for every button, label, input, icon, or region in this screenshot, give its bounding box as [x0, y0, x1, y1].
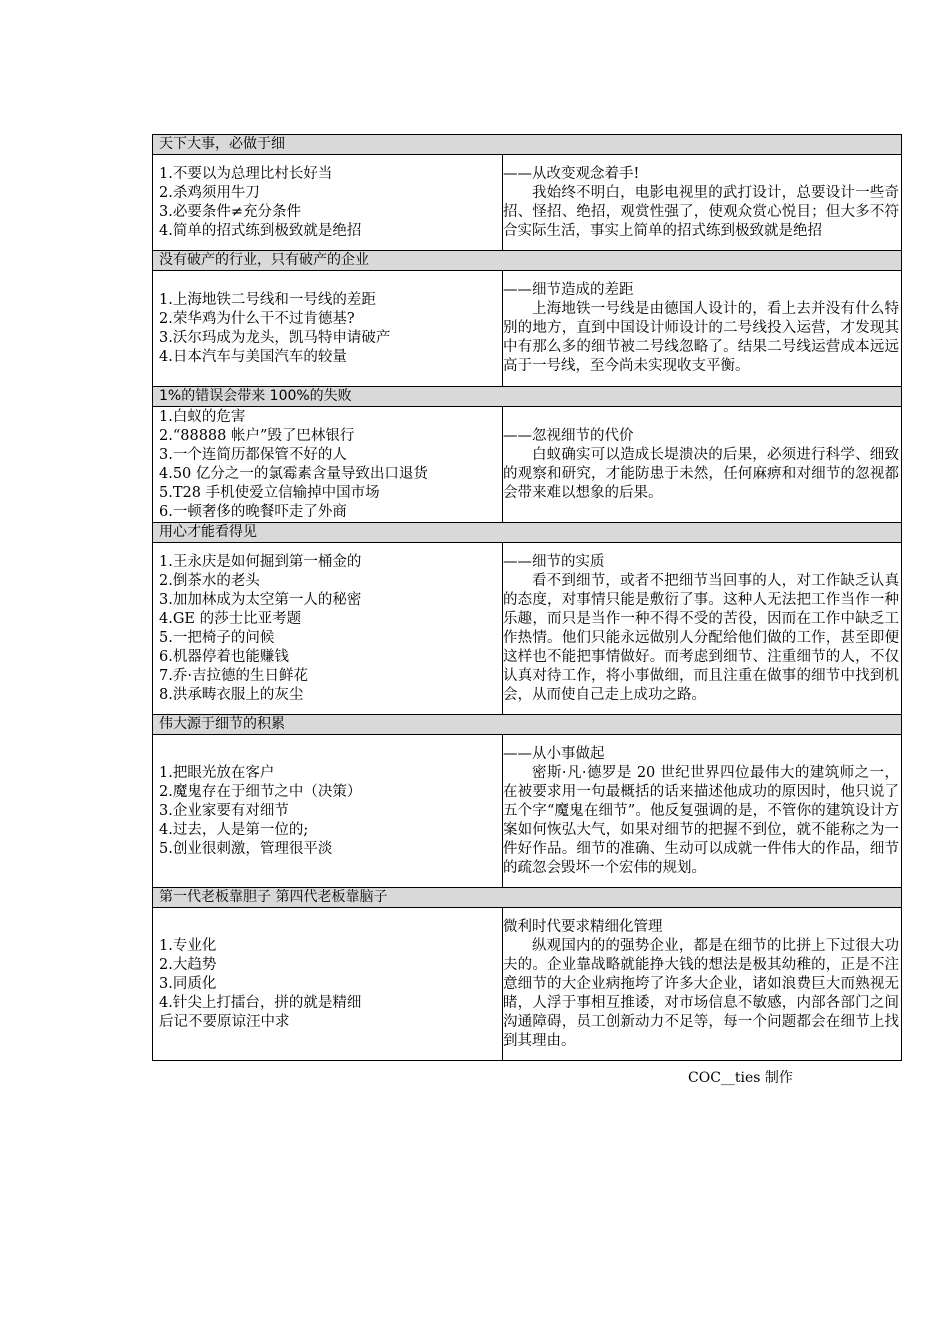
description-heading: ——从小事做起	[503, 745, 605, 762]
section-row	[153, 407, 902, 523]
description-text: 看不到细节，或者不把细节当回事的人，对工作缺乏认真的态度，对事情只能是敷衍了事。这种人无法把工作当作一种乐趣，而只是当作一种不得不受的苦役，因而在工作中缺乏工作热情。他们只能永远做别人分配给他们做的工作，甚至即便这样也不能把事情做好。而考虑到细节、注重细节的人，不仅认真对待工作，将小事做细，而且注重在做事的细节中找到机会，从而使自己走上成功之路。	[503, 572, 899, 703]
section-title: 1%的错误会带来 100%的失败	[153, 387, 902, 407]
list-item: 4.简单的招式练到极致就是绝招	[159, 222, 362, 239]
section-header	[153, 135, 902, 155]
list-item: 1.把眼光放在客户	[159, 764, 275, 781]
section-row	[153, 735, 902, 888]
section-title: 用心才能看得见	[153, 523, 902, 543]
section-header	[153, 387, 902, 407]
description-text: 白蚁确实可以造成长堤溃决的后果，必须进行科学、细致的观察和研究，才能防患于未然，任何麻痹和对细节的忽视都会带来难以想象的后果。	[503, 446, 899, 501]
section-row	[153, 543, 902, 715]
content-table	[152, 134, 902, 1061]
description-text: 密斯·凡·德罗是 20 世纪世界四位最伟大的建筑师之一，在被要求用一句最概括的话来描述他成功的原因时，他只说了五个字“魔鬼在细节”。他反复强调的是，不管你的建筑设计方案如何恢弘大气，如果对细节的把握不到位，就不能称之为一件好作品。细节的准确、生动可以成就一件伟大的作品，细节的疏忽会毁坏一个宏伟的规划。	[503, 764, 899, 876]
item-list	[153, 908, 503, 1061]
list-item: 1.不要以为总理比村长好当	[159, 165, 333, 182]
description	[503, 407, 902, 523]
list-item: 2.大趋势	[159, 956, 217, 973]
list-item: 5.创业很刺激，管理很平淡	[159, 840, 333, 857]
section-row	[153, 908, 902, 1061]
list-item: 3.沃尔玛成为龙头，凯马特申请破产	[159, 329, 391, 346]
section-row	[153, 271, 902, 387]
list-item: 8.洪承畴衣服上的灰尘	[159, 686, 304, 703]
list-item: 2.荣华鸡为什么干不过肯德基?	[159, 310, 355, 327]
description	[503, 908, 902, 1061]
item-list	[153, 543, 503, 715]
list-item: 7.乔·吉拉德的生日鲜花	[159, 667, 308, 684]
list-item: 2.魔鬼存在于细节之中（决策）	[159, 783, 362, 800]
list-item: 5.T28 手机使爱立信输掉中国市场	[159, 484, 380, 501]
list-item: 4.过去，人是第一位的;	[159, 821, 309, 838]
list-item: 2.倒茶水的老头	[159, 572, 260, 589]
footer-credit: COC__ties 制作	[688, 1070, 793, 1086]
list-item: 1.白蚁的危害	[159, 408, 246, 425]
description-heading: ——忽视细节的代价	[503, 427, 634, 444]
section-title: 第一代老板靠胆子 第四代老板靠脑子	[153, 888, 902, 908]
section-row	[153, 155, 902, 251]
list-item: 4.针尖上打擂台，拼的就是精细	[159, 994, 362, 1011]
section-title: 伟大源于细节的积累	[153, 715, 902, 735]
list-item: 2.杀鸡须用牛刀	[159, 184, 260, 201]
list-item: 4.GE 的莎士比亚考题	[159, 610, 302, 627]
section-header	[153, 888, 902, 908]
list-item: 4.50 亿分之一的氯霉素含量导致出口退货	[159, 465, 428, 482]
item-list	[153, 407, 503, 523]
list-item: 3.加加林成为太空第一人的秘密	[159, 591, 362, 608]
description-text: 纵观国内的的强势企业，都是在细节的比拼上下过很大功夫的。企业靠战略就能挣大钱的想法是极其幼稚的，正是不注意细节的大企业病拖垮了许多大企业，诸如浪费巨大而熟视无睹，人浮于事相互推诿，对市场信息不敏感，内部各部门之间沟通障碍，员工创新动力不足等，每一个问题都会在细节上找到其理由。	[503, 937, 899, 1049]
list-item: 4.日本汽车与美国汽车的较量	[159, 348, 347, 365]
description-heading: 微利时代要求精细化管理	[503, 918, 663, 935]
list-item: 1.上海地铁二号线和一号线的差距	[159, 291, 376, 308]
section-header	[153, 251, 902, 271]
description-heading: ——从改变观念着手!	[503, 165, 640, 182]
section-header	[153, 523, 902, 543]
list-item: 3.必要条件≠充分条件	[159, 203, 301, 220]
section-header	[153, 715, 902, 735]
list-item: 1.王永庆是如何掘到第一桶金的	[159, 553, 362, 570]
list-item: 3.企业家要有对细节	[159, 802, 289, 819]
description-text: 我始终不明白，电影电视里的武打设计，总要设计一些奇招、怪招、绝招，观赏性强了，使观众赏心悦目；但大多不符合实际生活，事实上简单的招式练到极致就是绝招	[503, 184, 899, 239]
description-heading: ——细节的实质	[503, 553, 605, 570]
list-item: 6.一顿奢侈的晚餐吓走了外商	[159, 503, 347, 520]
description	[503, 735, 902, 888]
description-text: 上海地铁一号线是由德国人设计的，看上去并没有什么特别的地方，直到中国设计师设计的二号线投入运营，才发现其中有那么多的细节被二号线忽略了。结果二号线运营成本远远高于一号线，至今尚未实现收支平衡。	[503, 301, 899, 374]
item-list	[153, 735, 503, 888]
list-item: 6.机器停着也能赚钱	[159, 648, 289, 665]
section-title: 没有破产的行业，只有破产的企业	[153, 251, 902, 271]
description	[503, 271, 902, 387]
list-item: 2.“88888 帐户”毁了巴林银行	[159, 427, 355, 444]
section-title: 天下大事，必做于细	[153, 135, 902, 155]
list-item: 5.一把椅子的问候	[159, 629, 275, 646]
list-item: 3.同质化	[159, 975, 217, 992]
item-list	[153, 271, 503, 387]
description	[503, 155, 902, 251]
list-item: 后记不要原谅汪中求	[159, 1013, 290, 1030]
description	[503, 543, 902, 715]
description-heading: ——细节造成的差距	[503, 282, 634, 298]
list-item: 3.一个连简历都保管不好的人	[159, 446, 347, 463]
item-list	[153, 155, 503, 251]
list-item: 1.专业化	[159, 937, 217, 954]
